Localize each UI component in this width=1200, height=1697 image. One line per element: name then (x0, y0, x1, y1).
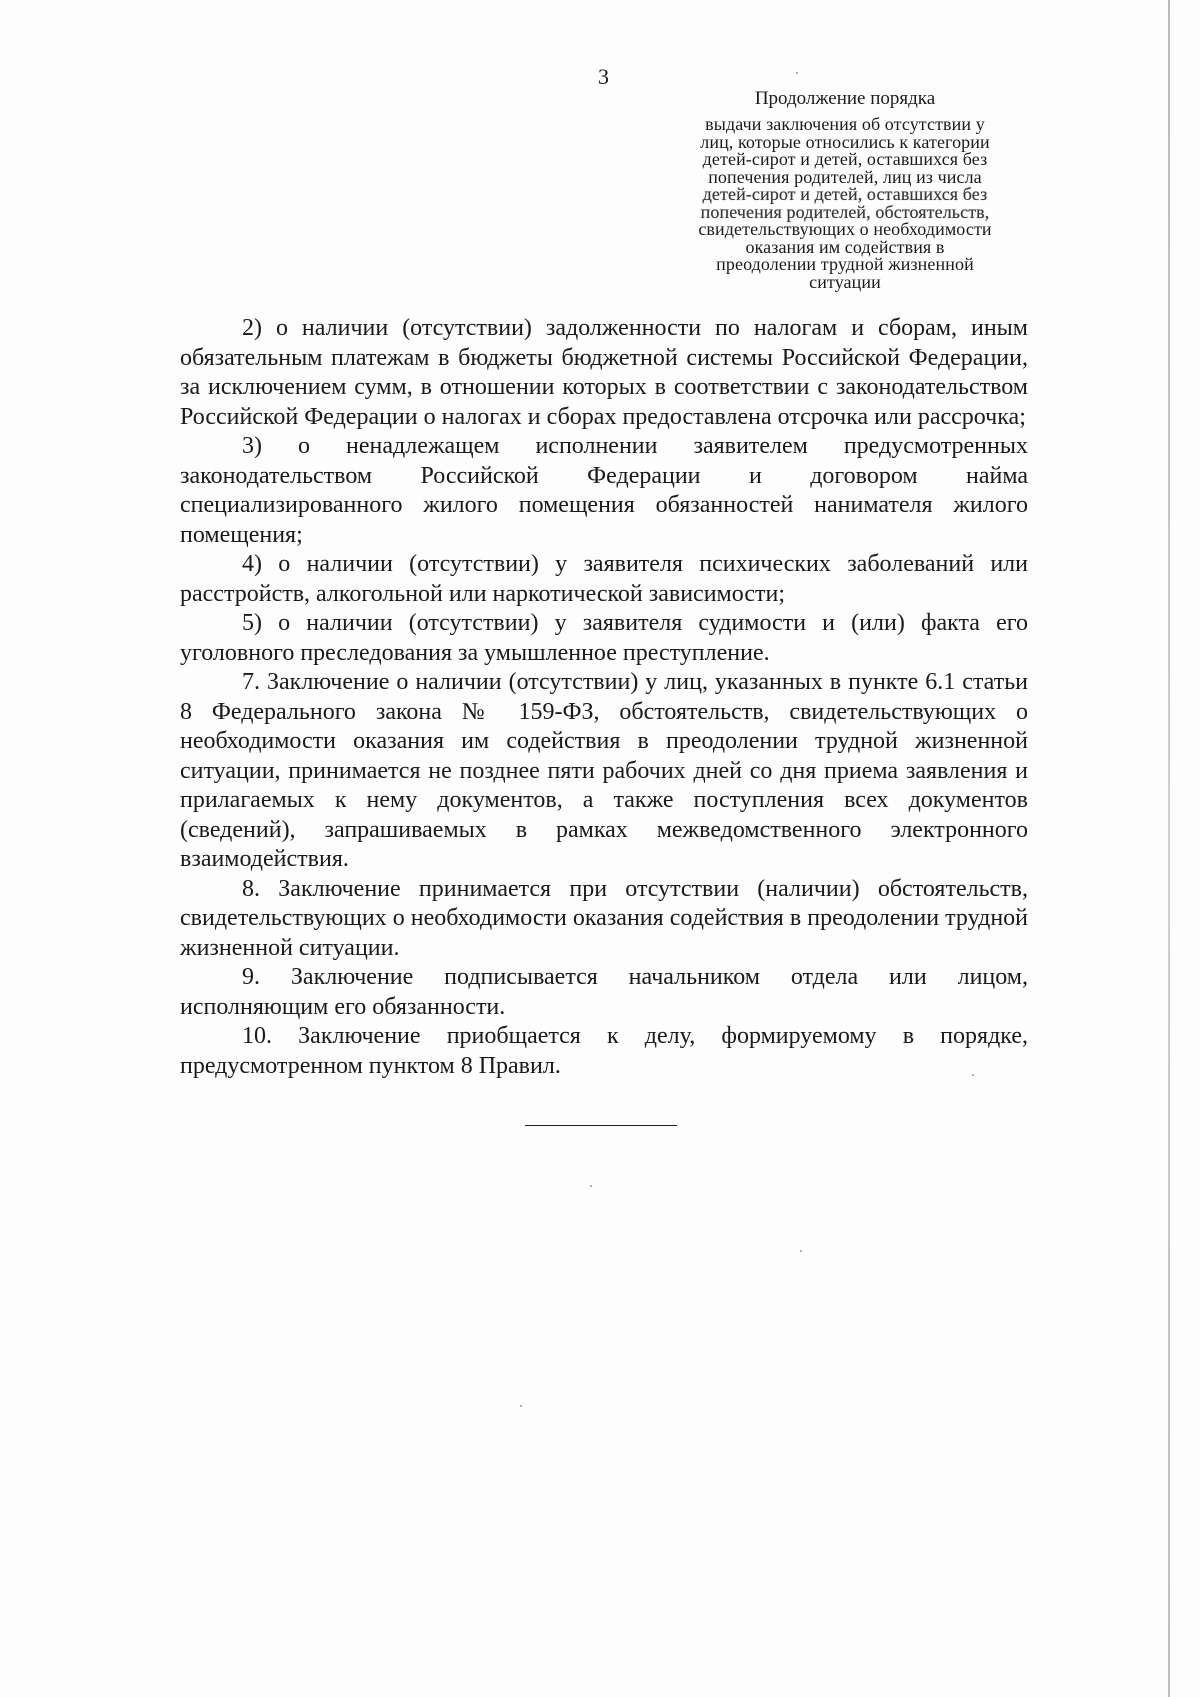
paragraph-section-8: 8. Заключение принимается при отсутствии (наличии) обстоятельств, свидетельствующих о необходимости оказания содействия в преодолении трудной жизненной ситуации. (180, 875, 1028, 961)
header-line: детей-сирот и детей, оставшихся без (702, 184, 988, 204)
header-line: свидетельствующих о необходимости (698, 219, 992, 239)
header-line: ситуации (809, 271, 881, 292)
document-body (180, 314, 1028, 1081)
paragraph-item-5: 5) о наличии (отсутствии) у заявителя судимости и (или) факта его уголовного преследования за умышленное преступление. (180, 610, 1028, 666)
header-line: оказания им содействия в (745, 236, 945, 257)
closing-divider (525, 1125, 677, 1126)
paragraph-item-2: 2) о наличии (отсутствии) задолженности по налогам и сборам, иным обязательным платежам в бюджеты бюджетной системы Российской Федерации, за исключением сумм, в отношении которых в соответствии с законодательством Российской Федерации о налогах и сборах предоставлена отсрочка или рассрочка; (180, 315, 1028, 430)
header-line: детей-сирот и детей, оставшихся без (702, 149, 988, 169)
paragraph-item-3: 3) о ненадлежащем исполнении заявителем предусмотренных законодательством Российской Федерации и договором найма специализированного жилого помещения обязанностей нанимателя жилого помещения; (180, 433, 1028, 548)
scan-speck (972, 1074, 974, 1076)
scan-edge-line (1168, 0, 1170, 1697)
scan-speck (796, 72, 798, 74)
scan-speck (520, 1405, 522, 1407)
paragraph-section-9: 9. Заключение подписывается начальником отдела или лицом, исполняющим его обязанности. (180, 964, 1028, 1020)
appendix-header (660, 86, 1030, 291)
header-line: попечения родителей, лиц из числа (708, 166, 982, 187)
header-line: выдачи заключения об отсутствии у (705, 114, 985, 134)
scan-speck (590, 1185, 592, 1187)
header-line: лиц, которые относились к категории (700, 131, 990, 152)
paragraph-item-4: 4) о наличии (отсутствии) у заявителя психических заболеваний или расстройств, алкогольной или наркотической зависимости; (180, 551, 1028, 607)
paragraph-section-10: 10. Заключение приобщается к делу, формируемому в порядке, предусмотренном пунктом 8 Правил. (180, 1023, 1028, 1079)
paragraph-section-7: 7. Заключение о наличии (отсутствии) у лиц, указанных в пункте 6.1 статьи 8 Федерального закона № 159-ФЗ, обстоятельств, свидетельствующих о необходимости оказания им содействия в преодолении трудной жизненной ситуации, принимается не позднее пяти рабочих дней со дня приема заявления и прилагаемых к нему документов, а также поступления всех документов (сведений), запрашиваемых в рамках межведомственного электронного взаимодействия. (180, 669, 1028, 872)
header-line: попечения родителей, обстоятельств, (700, 201, 990, 222)
scan-speck (800, 1250, 802, 1252)
header-continuation: Продолжение порядка (754, 88, 936, 109)
page-number: 3 (598, 64, 609, 89)
header-line: преодолении трудной жизненной (716, 254, 974, 274)
